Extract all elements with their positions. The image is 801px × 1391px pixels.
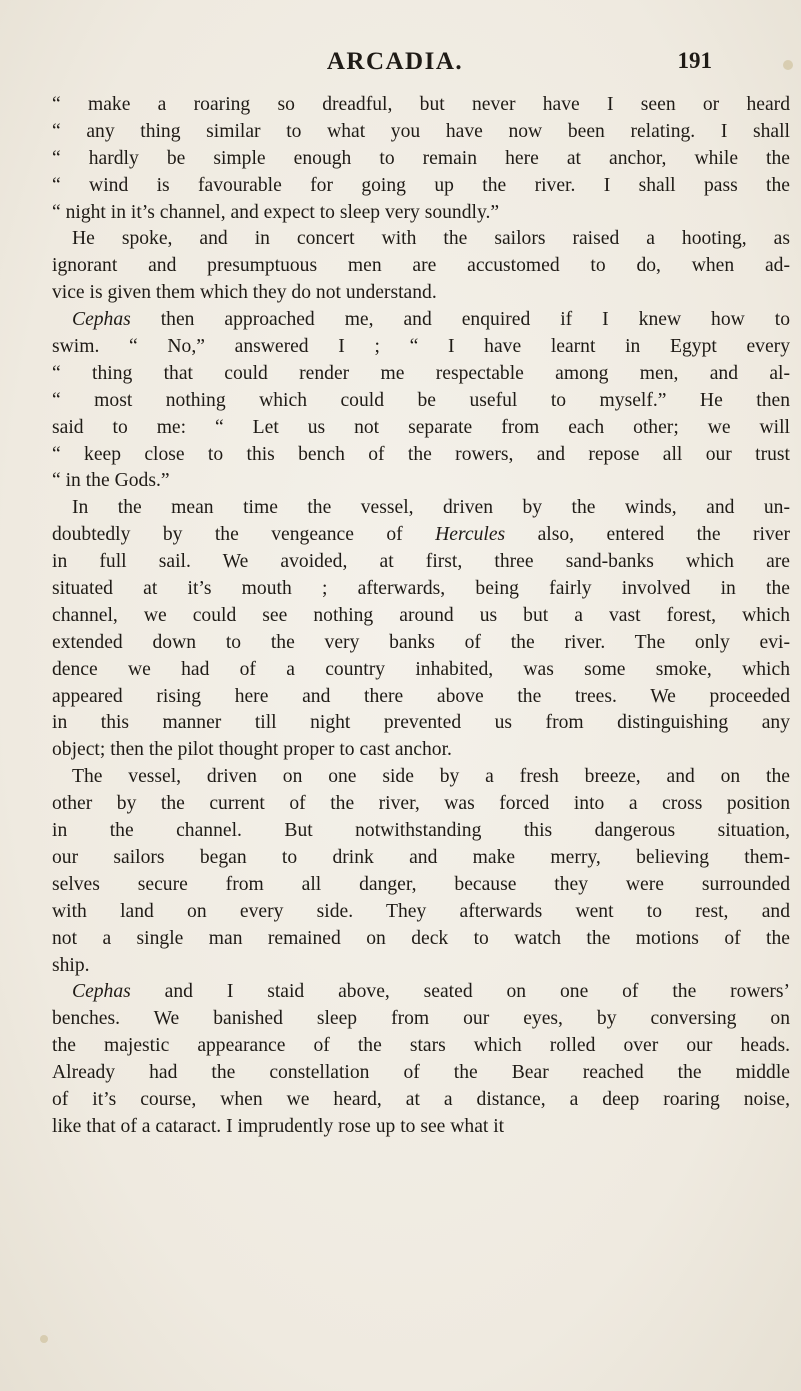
text-line: appeared rising here and there above the trees. We proceeded bbox=[52, 685, 790, 707]
text-line: Cephas and I staid above, seated on one of the rowers’ bbox=[72, 981, 790, 1003]
text-line: said to me: “ Let us not separate from each other; we will bbox=[52, 416, 790, 438]
text-line: “ keep close to this bench of the rowers, and repose all our trust bbox=[52, 443, 790, 465]
text-line: doubtedly by the vengeance of Hercules also, entered the river bbox=[52, 524, 790, 546]
page-header bbox=[70, 48, 720, 78]
text-line: “ most nothing which could be useful to myself.” He then bbox=[52, 389, 790, 411]
text-line: “ in the Gods.” bbox=[52, 470, 170, 492]
text-line: situated at it’s mouth ; afterwards, being fairly involved in the bbox=[52, 578, 790, 600]
text-line: other by the current of the river, was forced into a cross position bbox=[52, 793, 790, 815]
text-line: He spoke, and in concert with the sailors raised a hooting, as bbox=[72, 228, 790, 250]
text-line: dence we had of a country inhabited, was some smoke, which bbox=[52, 658, 790, 680]
paper-stain bbox=[783, 60, 793, 70]
text-line: in full sail. We avoided, at first, three sand-banks which are bbox=[52, 551, 790, 573]
text-line: “ any thing similar to what you have now been relating. I shall bbox=[52, 120, 790, 142]
text-line: not a single man remained on deck to watch the motions of the bbox=[52, 927, 790, 949]
text-line: swim. “ No,” answered I ; “ I have learnt in Egypt every bbox=[52, 336, 790, 358]
text-line: “ thing that could render me respectable among men, and al- bbox=[52, 362, 790, 384]
text-line: Cephas then approached me, and enquired if I knew how to bbox=[72, 309, 790, 331]
text-line: The vessel, driven on one side by a fresh breeze, and on the bbox=[72, 766, 790, 788]
text-line: object; then the pilot thought proper to cast anchor. bbox=[52, 739, 452, 761]
text-line: channel, we could see nothing around us but a vast forest, which bbox=[52, 604, 790, 626]
text-line: the majestic appearance of the stars which rolled over our heads. bbox=[52, 1035, 790, 1057]
text-line: with land on every side. They afterwards went to rest, and bbox=[52, 900, 790, 922]
text-line: our sailors began to drink and make merry, believing them- bbox=[52, 846, 790, 868]
text-line: “ night in it’s channel, and expect to sleep very soundly.” bbox=[52, 201, 500, 223]
text-line: Already had the constellation of the Bear reached the middle bbox=[52, 1062, 790, 1084]
text-line: ignorant and presumptuous men are accustomed to do, when ad- bbox=[52, 255, 790, 277]
body-text bbox=[52, 92, 790, 1141]
text-line: extended down to the very banks of the river. The only evi- bbox=[52, 631, 790, 653]
text-line: In the mean time the vessel, driven by the winds, and un- bbox=[72, 497, 790, 519]
text-line: “ hardly be simple enough to remain here at anchor, while the bbox=[52, 147, 790, 169]
running-head: ARCADIA. bbox=[326, 48, 464, 75]
text-line: selves secure from all danger, because they were surrounded bbox=[52, 873, 790, 895]
paper-stain bbox=[40, 1335, 48, 1343]
text-line: benches. We banished sleep from our eyes, by conversing on bbox=[52, 1008, 790, 1030]
text-line: of it’s course, when we heard, at a distance, a deep roaring noise, bbox=[52, 1088, 790, 1110]
text-line: in the channel. But notwithstanding this dangerous situation, bbox=[52, 820, 790, 842]
text-line: in this manner till night prevented us from distinguishing any bbox=[52, 712, 790, 734]
text-line: vice is given them which they do not understand. bbox=[52, 282, 437, 304]
text-line: like that of a cataract. I imprudently rose up to see what it bbox=[52, 1115, 505, 1137]
text-line: “ wind is favourable for going up the river. I shall pass the bbox=[52, 174, 790, 196]
page-number: 191 bbox=[677, 48, 712, 73]
text-line: “ make a roaring so dreadful, but never have I seen or heard bbox=[52, 94, 790, 115]
text-line: ship. bbox=[52, 954, 90, 976]
